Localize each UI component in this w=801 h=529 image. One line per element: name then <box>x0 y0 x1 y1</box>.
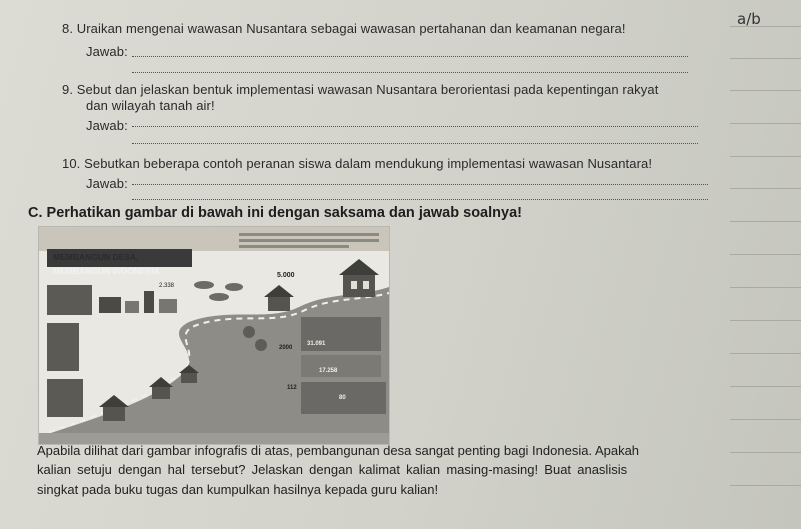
answer-line[interactable] <box>132 72 688 73</box>
ruled-line <box>730 320 801 321</box>
question-text: Sebut dan jelaskan bentuk implementasi wawasan Nusantara berorientasi pada kepentingan rakyat <box>76 82 659 97</box>
section-letter: C. <box>28 205 43 221</box>
question-10 <box>62 156 652 171</box>
ruled-line <box>730 123 801 124</box>
stat-value: 31.091 <box>307 341 326 347</box>
answer-line[interactable] <box>132 199 708 200</box>
question-number: 10. <box>62 156 81 171</box>
stat-value: 5.000 <box>277 272 295 279</box>
ruled-line <box>730 287 801 288</box>
stat-value: 2.338 <box>159 283 175 289</box>
stat-value: 2000 <box>279 345 293 351</box>
section-heading <box>28 205 522 221</box>
question-8 <box>62 21 626 36</box>
answer-label: Jawab: <box>86 44 128 59</box>
ruled-line <box>730 254 801 255</box>
ruled-line <box>730 452 801 453</box>
answer-label: Jawab: <box>86 118 128 133</box>
infographic-illustration <box>39 227 389 444</box>
ruled-line <box>730 221 801 222</box>
ruled-line <box>730 353 801 354</box>
stat-value: 80 <box>339 395 346 401</box>
answer-line[interactable] <box>132 184 708 185</box>
section-title: Perhatikan gambar di bawah ini dengan saksama dan jawab soalnya! <box>46 205 522 221</box>
question-text-continued: dan wilayah tanah air! <box>86 98 215 113</box>
ruled-line <box>730 90 801 91</box>
ruled-line <box>730 156 801 157</box>
handwritten-note: a/b <box>737 10 761 28</box>
ruled-line <box>730 485 801 486</box>
infographic-title-1: MEMBANGUN DESA, <box>53 252 139 262</box>
question-paragraph-line: kalian setuju dengan hal tersebut? Jelaskan dengan kalimat kalian masing-masing! Buat anaslisis <box>37 462 628 477</box>
ruled-line <box>730 386 801 387</box>
question-paragraph-line: Apabila dilihat dari gambar infografis di atas, pembangunan desa sangat penting bagi Indonesia. Apakah <box>37 443 640 458</box>
stat-value: 112 <box>287 385 297 391</box>
ruled-line <box>730 419 801 420</box>
infographic <box>38 226 390 445</box>
question-9 <box>62 82 658 97</box>
stat-value: 17.258 <box>319 368 338 374</box>
answer-line[interactable] <box>132 56 688 57</box>
answer-line[interactable] <box>132 143 698 144</box>
question-number: 8. <box>62 21 74 36</box>
question-number: 9. <box>62 82 74 97</box>
question-text: Uraikan mengenai wawasan Nusantara sebagai wawasan pertahanan dan keamanan negara! <box>76 21 626 36</box>
infographic-title-2: MEMBANGUN INDONESIA <box>53 266 160 276</box>
question-paragraph-line: singkat pada buku tugas dan kumpulkan hasilnya kepada guru kalian! <box>37 482 439 497</box>
answer-line[interactable] <box>132 126 698 127</box>
ruled-line <box>730 188 801 189</box>
question-text: Sebutkan beberapa contoh peranan siswa dalam mendukung implementasi wawasan Nusantara! <box>84 156 653 171</box>
ruled-line <box>730 58 801 59</box>
answer-label: Jawab: <box>86 176 128 191</box>
